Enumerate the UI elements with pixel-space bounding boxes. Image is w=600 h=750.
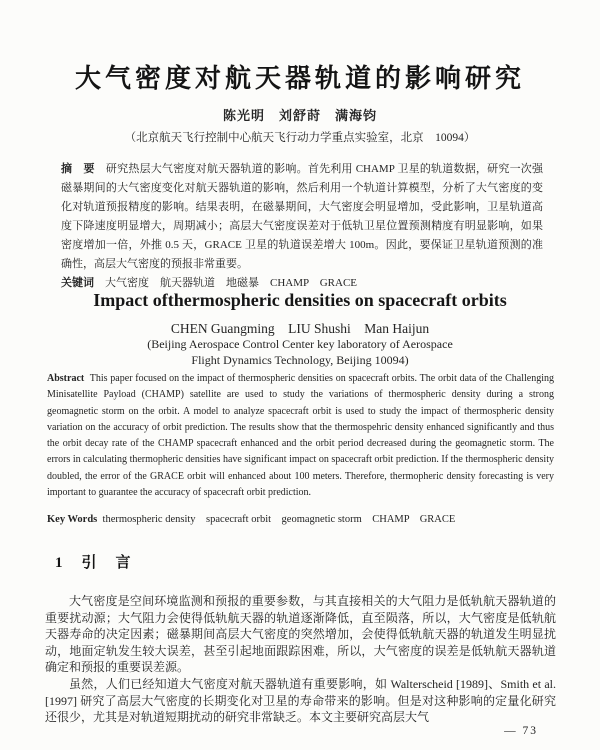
- chinese-authors: 陈光明 刘舒莳 满海钧: [222, 108, 377, 123]
- english-keywords: [47, 511, 554, 526]
- english-abstract: [47, 371, 554, 501]
- chinese-abstract-block: [61, 160, 543, 293]
- english-affiliation-line1: (Beijing Aerospace Control Center key laboratory of Aerospace: [147, 337, 453, 351]
- english-keywords-label: Key Words: [47, 514, 98, 525]
- english-affiliation-line2: Flight Dynamics Technology, Beijing 10094): [191, 353, 409, 367]
- english-title: Impact ofthermospheric densities on spacecraft orbits: [93, 290, 507, 310]
- english-abstract-text: This paper focused on the impact of thermospheric densities on spacecraft orbits. The orbit data of the Challenging Minisatellite Payload (CHAMP) satellite are used to study the variations of thermospheric density during a strong geomagnetic storm on the orbit. A model to analyze spacecraft orbit is used to study the impact of thermospheric density variation on the accuracy of orbit prediction. The results show that the thermospehric density enhanced significantly and thus the orbit decay rate of the CHAMP spacecraft enhanced and the orbit period decreased during the geomagnetic storm. The errors in calculating thermopheric densities have significant impact on spacecraft orbit prediction. If the thermospheric density doubled, the error of the GRACE orbit will enhanced about 100 meters. Therefore, thermopheric density forecasting is very important to guarantee the accuracy of spacecraft orbit prediction.: [47, 373, 555, 499]
- chinese-abstract: [61, 160, 543, 274]
- introduction-body: [45, 593, 556, 726]
- page-number: — 73: [504, 725, 538, 737]
- section-1-heading: 1 引 言: [55, 555, 133, 571]
- chinese-keywords-text: 大气密度 航天器轨道 地磁暴 CHAMP GRACE: [105, 277, 357, 289]
- chinese-keywords-label: 关键词: [61, 277, 94, 289]
- intro-paragraph-2: 虽然，人们已经知道大气密度对航天器轨道有重要影响，如 Walterscheid [1989]、Smith et al. [1997] 研究了高层大气密度的长期变化对卫星的寿命带来的影响。但是对这种影响的定量化研究还很少，尤其是对轨道短期扰动的研究非常缺乏。本文主要研究高层大气: [45, 676, 556, 725]
- chinese-abstract-text: 研究热层大气密度对航天器轨道的影响。首先利用 CHAMP 卫星的轨道数据，研究一次强磁暴期间的大气密度变化对航天器轨道的影响，然后利用一个轨道计算模型，分析了大气密度的变化对轨道预报精度的影响。结果表明，在磁暴期间，大气密度会明显增加，受此影响，卫星轨道高度下降速度明显增大，周期减小；高层大气密度误差对于低轨卫星位置预测精度有明显影响，如果密度增加一倍，外推 0.5 天，GRACE 卫星的轨道误差增大 100m。因此，要保证卫星轨道预测的准确性，高层大气密度的预报非常重要。: [61, 163, 544, 270]
- intro-paragraph-1: 大气密度是空间环境监测和预报的重要参数，与其直接相关的大气阻力是低轨航天器轨道的重要扰动源；大气阻力会使得低轨航天器的轨道逐渐降低，直至陨落，所以，大气密度是低轨航天器寿命的决定因素；磁暴期间高层大气密度的突然增加，会使得低轨航天器的轨道发生明显扰动，地面定轨发生较大误差，甚至引起地面跟踪困难，所以，大气密度的误差是低轨航天器轨道确定和预报的重要误差源。: [45, 594, 556, 675]
- chinese-affiliation: （北京航天飞行控制中心航天飞行动力学重点实验室，北京 10094）: [124, 132, 476, 144]
- english-abstract-block: [47, 371, 554, 501]
- english-keywords-text: thermospheric density spacecraft orbit geomagnetic storm CHAMP GRACE: [102, 514, 456, 525]
- chinese-title: 大气密度对航天器轨道的影响研究: [74, 64, 525, 93]
- english-authors: CHEN Guangming LIU Shushi Man Haijun: [170, 321, 430, 336]
- english-abstract-label: Abstract: [47, 373, 85, 384]
- chinese-abstract-label: 摘 要: [61, 163, 95, 175]
